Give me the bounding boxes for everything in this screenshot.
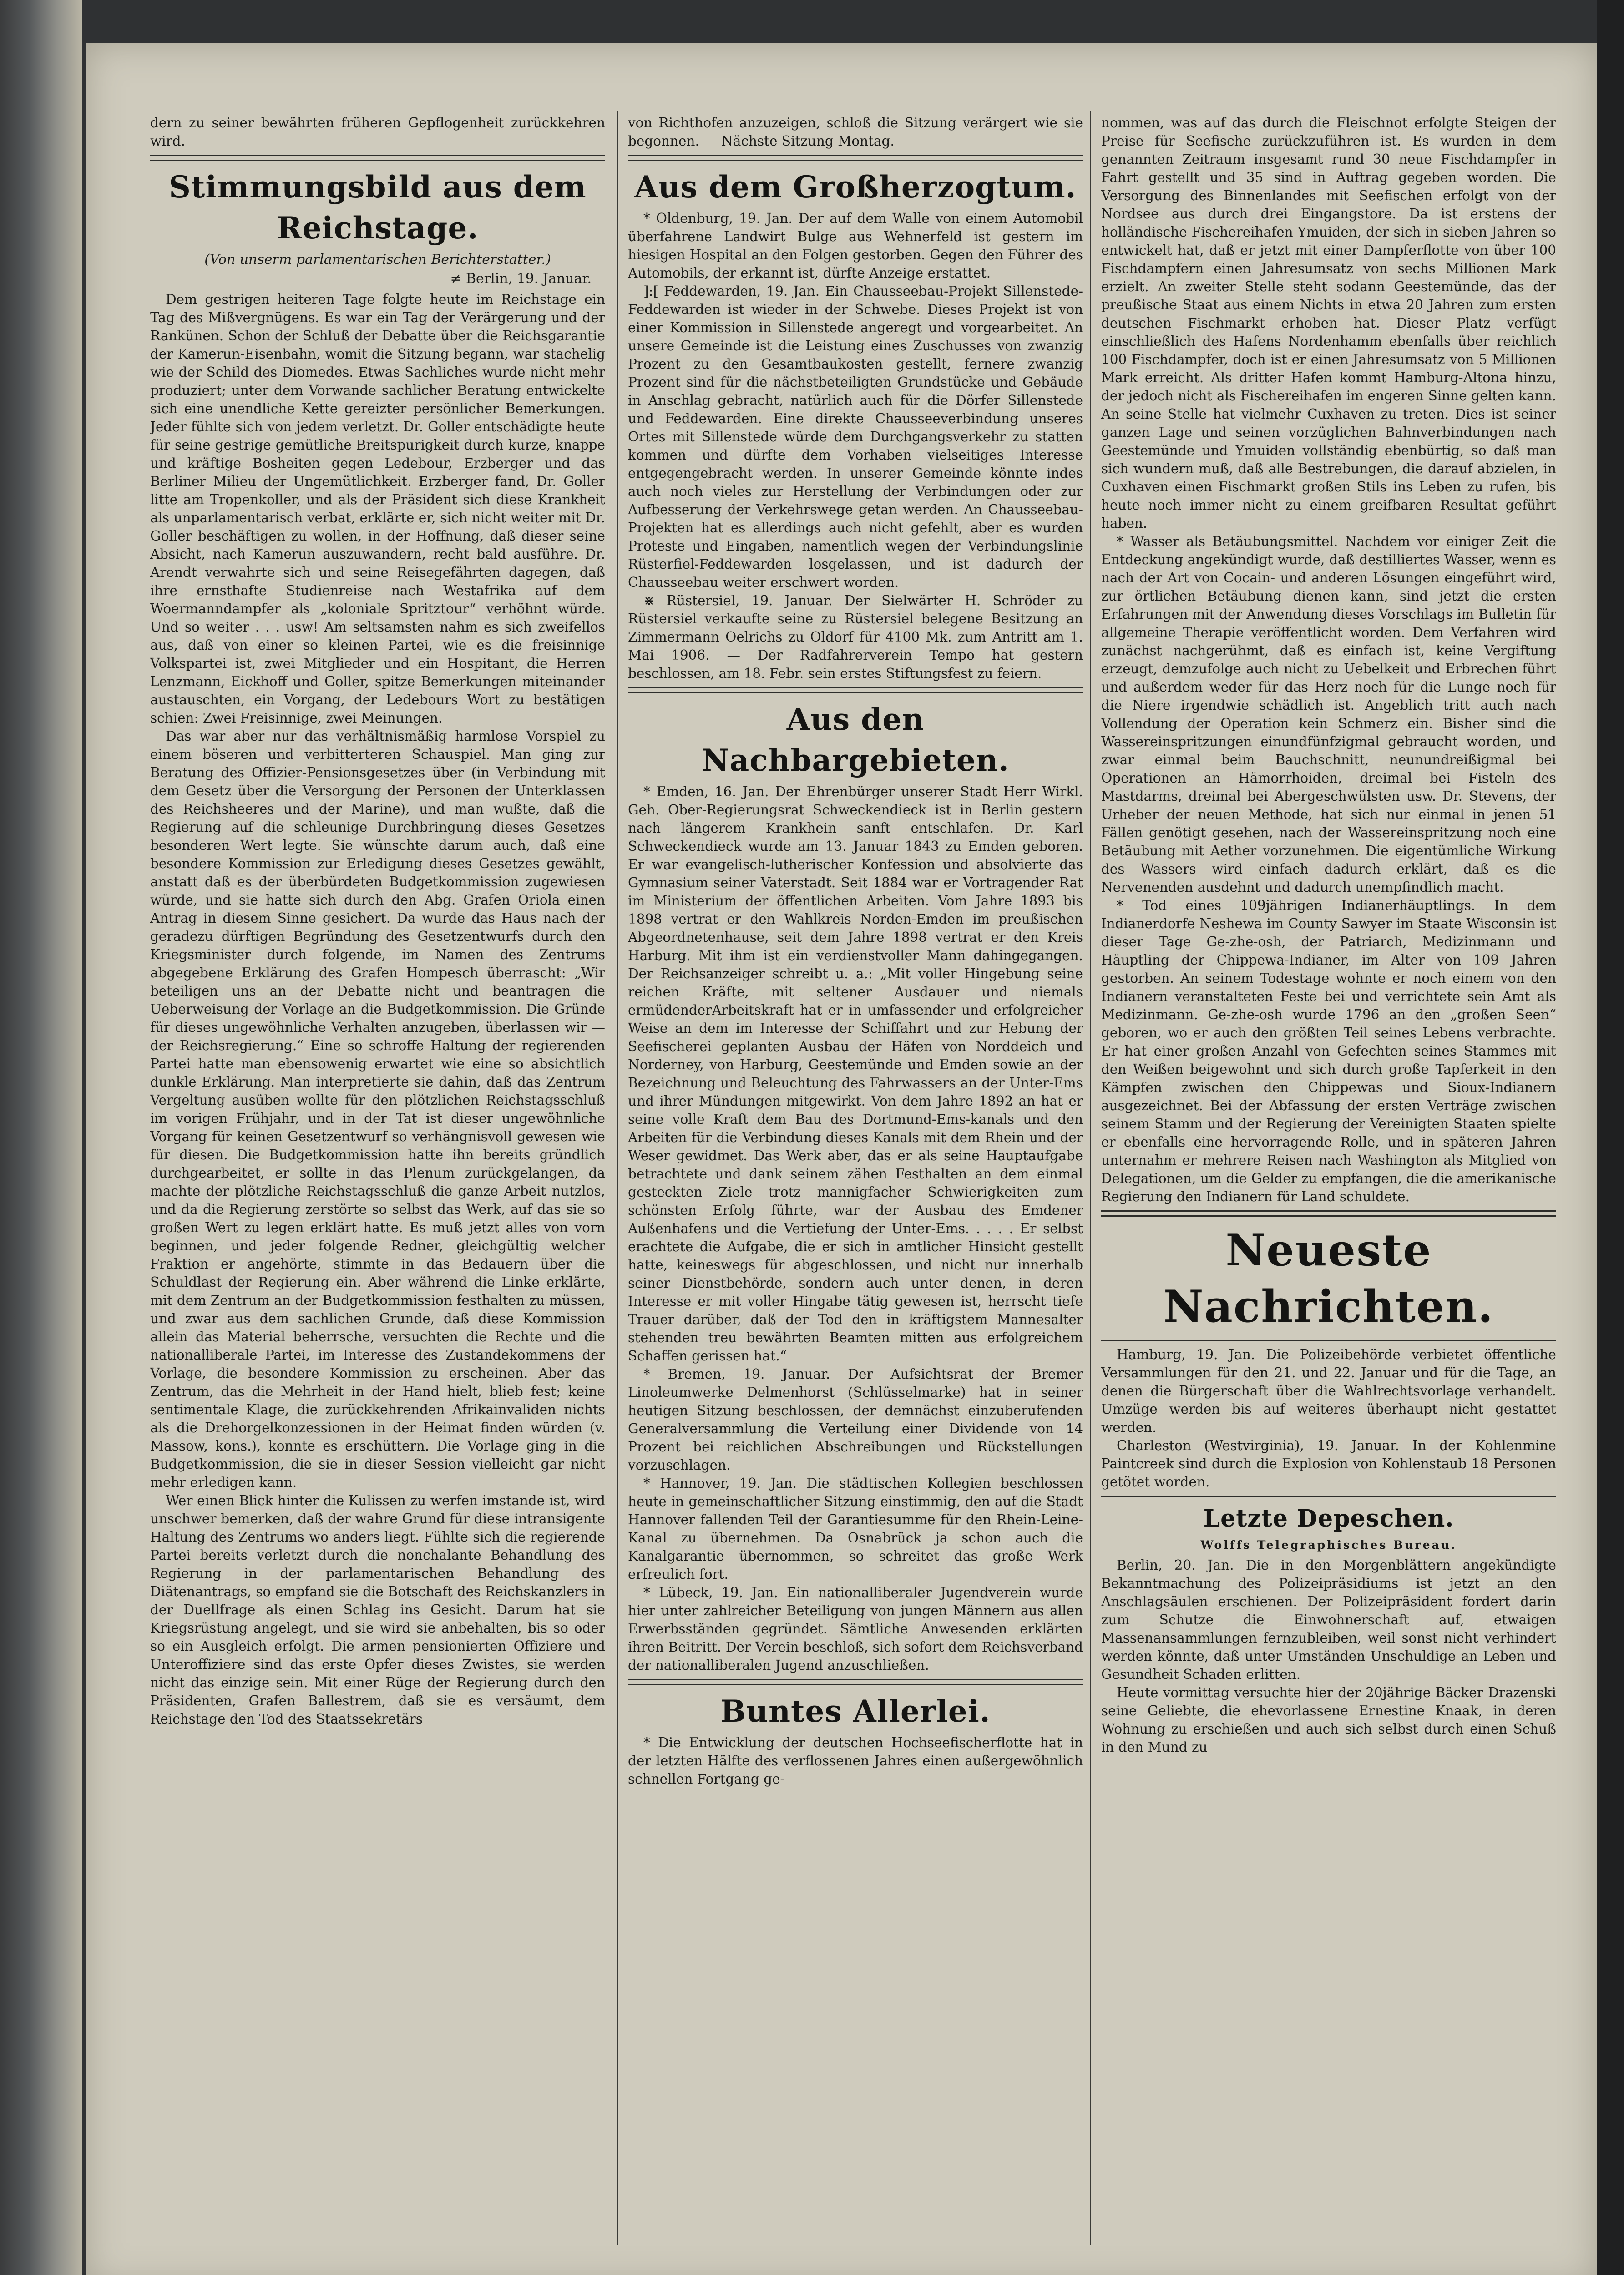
news-item-luebeck: * Lübeck, 19. Jan. Ein nationalliberaler Jugendverein wurde hier unter zahlreicher Beteiligung von jungen Männern aus allen Erwerbsständen gegründet. Sämtliche Anwesenden erklärten ihren Beitritt. Der Verein beschloß, sich sofort dem Reichsverband der nationalliberalen Jugend anzuschließen. <box>628 1585 1083 1673</box>
news-item-hannover: * Hannover, 19. Jan. Die städtischen Kollegien beschlossen heute in gemeinschaftlicher Sitzung einstimmig, den auf die Stadt Hannover fallenden Teil der Garantiesumme für den Rhein-Leine-Kanal zu übernehmen. Da Osnabrück ja schon auch die Kanalgarantie übernommen, so schreitet das große Werk erfreulich fort. <box>628 1476 1083 1582</box>
news-item-drazenski: Heute vormittag versuchte hier der 20jährige Bäcker Drazenski seine Geliebte, die ehevorlassene Ernestine Knaak, in deren Wohnung zu erschießen und auch sich selbst durch einen Schuß in den Mund zu <box>1101 1685 1556 1755</box>
section-rule <box>1101 1496 1556 1497</box>
section-heading-grossherzogtum: Aus dem Großherzogtum. <box>634 169 1077 205</box>
article-paragraph: Dem gestrigen heiteren Tage folgte heute im Reichstage ein Tag des Mißvergnügens. Es war ein Tag der Verärgerung und der Rankünen. Schon der Schluß der Debatte über die Reichsgarantie der Kamerun-Eisenbahn, womit die Sitzung begann, war stachelig wie der Schild des Diomedes. Etwas Sachliches wurde nicht mehr produziert; unter dem Vorwande sachlicher Beratung entwickelte sich eine unendliche Kette gereizter persönlicher Bemerkungen. Jeder fühlte sich von jedem verletzt. Dr. Goller entschädigte heute für seine gestrige gemütliche Breitspurigkeit durch kurze, knappe und kräftige Bosheiten gegen Ledebour, Erzberger und das Berliner Milieu der Ungemütlichkeit. Erzberger fand, Dr. Goller litte am Tropenkoller, und als der Präsident sich diese Krankheit als unparlamentarisch verbat, erklärte er, sich nicht weiter mit Dr. Goller beschäftigen zu wollen, in der Hoffnung, daß dieser seine Absicht, nach Kamerun auszuwandern, recht bald ausführe. Dr. Arendt verwahrte sich und seine Reisegefährten dagegen, daß ihre ernsthafte Studienreise nach Westafrika auf dem Woermanndampfer als „koloniale Spritztour“ verhöhnt würde. Und so weiter . . . usw! Am seltsamsten nahm es sich zweifellos aus, daß von einer so kleinen Partei, wie es die freisinnige Volkspartei ist, zwei Mitglieder und ein Hospitant, die Herren Lenzmann, Eickhoff und Goller, spitze Bemerkungen miteinander austauschten, ein Vorgang, der Ledebours Wort zu bestätigen schien: Zwei Freisinnige, zwei Meinungen. <box>150 292 605 726</box>
news-item-oldenburg: * Oldenburg, 19. Jan. Der auf dem Walle von einem Automobil überfahrene Landwirt Bulge aus Wehnerfeld ist gestern im hiesigen Hospital an den Folgen gestorben. Gegen den Führer des Automobils, der erkannt ist, dürfte Anzeige erstattet. <box>628 211 1083 281</box>
news-item-hochsee: * Die Entwicklung der deutschen Hochseefischerflotte hat in der letzten Hälfte des verflossenen Jahres einen außergewöhnlich schnellen Fortgang ge- <box>628 1735 1083 1787</box>
news-item-ruestersiel: ⋇ Rüstersiel, 19. Januar. Der Sielwärter H. Schröder zu Rüstersiel verkaufte seine zu Rüstersiel belegene Besitzung an Zimmermann Oelrichs zu Oldorf für 4100 Mk. zum Antritt am 1. Mai 1906. — Der Radfahrerverein Tempo hat gestern beschlossen, am 18. Febr. sein erstes Stiftungsfest zu feiern. <box>628 593 1083 681</box>
dateline: ≠ Berlin, 19. Januar. <box>450 271 592 287</box>
news-item-bremen: * Bremen, 19. Januar. Der Aufsichtsrat der Bremer Linoleumwerke Delmenhorst (Schlüsselmarke) hat in seiner heutigen Sitzung beschlossen, der demnächst einzuberufenden Generalversammlung die Verteilung einer Dividende von 14 Prozent bei reichlichen Abschreibungen und Rückstellungen vorzuschlagen. <box>628 1366 1083 1473</box>
section-heading-depeschen: Letzte Depeschen. <box>1203 1505 1454 1532</box>
section-heading-nachbargebieten: Aus den Nachbargebieten. <box>702 702 1009 778</box>
section-heading-buntes: Buntes Allerlei. <box>720 1694 991 1729</box>
book-binding-gutter <box>0 0 82 2275</box>
page-edge-shadow <box>1597 0 1624 2275</box>
section-rule <box>1101 1340 1556 1341</box>
section-rule <box>1101 1210 1556 1217</box>
news-item-hamburg: Hamburg, 19. Jan. Die Polizeibehörde verbietet öffentliche Versammlungen für den 21. und 22. Januar und für die Tage, an denen die Bürgerschaft über die Wahlrechtsvorlage verhandelt. Umzüge werden bis auf weiteres überhaupt nicht gestattet werden. <box>1101 1347 1556 1435</box>
column-rule <box>617 111 618 2245</box>
news-item-feddewarden: ]:[ Feddewarden, 19. Jan. Ein Chausseebau-Projekt Sillenstede-Feddewarden ist wieder in der Schwebe. Dieses Projekt ist von einer Kommission in Sillenstede angeregt und vorgearbeitet. An unsere Gemeinde ist die Leistung eines Zuschusses von zwanzig Prozent zu den Gesamtbaukosten gestellt, fernere zwanzig Prozent sind für die nächstbeteiligten Grundstücke und Gebäude in Anschlag gebracht, natürlich auch für die Dörfer Sillenstede und Feddewarden. Eine direkte Chausseeverbindung unseres Ortes mit Sillenstede würde dem Durchgangsverkehr zu statten kommen und dürfte dem Vorhaben vielseitiges Interesse entgegengebracht werden. In unserer Gemeinde könnte indes auch noch vieles zur Herstellung der Verbindungen oder zur Aufbesserung der Verkehrswege getan werden. An Chausseebau-Projekten hat es allerdings auch nicht gefehlt, aber es wurden Proteste und Eingaben, namentlich wegen der Verbindungslinie Rüsterfiel-Feddewarden losgelassen, und ist dadurch der Chausseebau weiter erschwert worden. <box>628 283 1083 590</box>
news-item-wasser: * Wasser als Betäubungsmittel. Nachdem vor einiger Zeit die Entdeckung angekündigt wurde, daß destilliertes Wasser, wenn es nach der Art von Cocain- und anderen Lösungen eingeführt wird, zur örtlichen Betäubung dienen kann, sind jetzt die ersten Erfahrungen mit der Anwendung dieses Vorschlags im Bulletin für allgemeine Therapie veröffentlicht worden. Dem Verfahren wird zunächst nachgerühmt, daß es einfach ist, keine Vergiftung erzeugt, demzufolge auch nicht zu Uebelkeit und Erbrechen führt und außerdem weder für das Herz noch für die Lunge noch für die Niere irgendwie schädlich ist. Angeblich tritt auch nach Vollendung der Operation kein Schmerz ein. Bisher sind die Wassereinspritzungen einundfünfzigmal gebraucht worden, und zwar einmal beim Bauchschnitt, neunundreißigmal bei Operationen an Hämorrhoiden, dreimal bei Fisteln des Mastdarms, dreimal bei Abergeschwülsten usw. Dr. Stevens, der Urheber der neuen Methode, hat sich nur einmal in jenen 51 Fällen genötigt gesehen, nach der Wassereinspritzung noch eine Betäubung mit Aether vorzunehmen. Die eigentümliche Wirkung des Wassers wird einfach dadurch erklärt, daß es die Nervenenden ausdehnt und dadurch unempfindlich macht. <box>1101 534 1556 895</box>
column-3 <box>1101 114 1556 2252</box>
byline: (Von unserm parlamentarischen Berichterstatter.) <box>204 252 551 268</box>
section-rule <box>150 155 605 161</box>
wire-service-label: Wolffs Telegraphisches Bureau. <box>1200 1538 1457 1552</box>
news-item-charleston: Charleston (Westvirginia), 19. Januar. In der Kohlenmine Paintcreek sind durch die Explosion von Kohlenstaub 18 Personen getötet worden. <box>1101 1438 1556 1490</box>
news-item-emden: * Emden, 16. Jan. Der Ehrenbürger unserer Stadt Herr Wirkl. Geh. Ober-Regierungsrat Schweckendieck ist in Berlin gestern nach längerem Krankhein sanft entschlafen. Dr. Karl Schweckendieck wurde am 13. Januar 1843 zu Emden geboren. Er war evangelisch-lutherischer Konfession und absolvierte das Gymnasium seiner Vaterstadt. Seit 1884 war er Vortragender Rat im Ministerium der öffentlichen Arbeiten. Vom Jahre 1893 bis 1898 vertrat er den Wahlkreis Norden-Emden im preußischen Abgeordnetenhause, seit dem Jahre 1898 vertrat er den Kreis Harburg. Mit ihm ist ein verdienstvoller Mann dahingegangen. Der Reichsanzeiger schreibt u. a.: „Mit voller Hingebung seine reichen Kräfte, mit seltener Ausdauer und niemals ermüdenderArbeitskraft hat er in umfassender und erfolgreicher Weise an dem im Interesse der Schiffahrt und zur Hebung der Seefischerei geplanten Ausbau der Häfen von Norddeich und Norderney, von Harburg, Geestemünde und Emden sowie an der Bezeichnung und Beleuchtung des Fahrwassers an der Unter-Ems und ihrer Mündungen mitgewirkt. Von dem Jahre 1892 an hat er seine volle Kraft dem Bau des Dortmund-Ems-kanals und den Arbeiten für die Verbindung dieses Kanals mit dem Rhein und der Weser gewidmet. Das Werk aber, das er als seine Hauptaufgabe betrachtete und dank seinem zähen Festhalten an dem einmal gesteckten Ziele trotz mannigfacher Schwierigkeiten zum schönsten Erfolg führte, war der Ausbau des Emdener Außenhafens und die Vertiefung der Unter-Ems. . . . . Er selbst erachtete die Aufgabe, die er sich in amtlicher Hinsicht gestellt hatte, keineswegs für abgeschlossen, und nicht nur innerhalb seiner Dienstbehörde, sondern auch unter denen, in deren Interesse er mit voller Hingabe tätig gewesen ist, herrscht tiefe Trauer darüber, daß der Tod den in kräftigstem Mannesalter stehenden treu bewährten Beamten mitten aus erfolgreichem Schaffen gerissen hat.“ <box>628 784 1083 1364</box>
news-item-indianer: * Tod eines 109jährigen Indianerhäuptlings. In dem Indianerdorfe Neshewa im County Sawyer im Staate Wisconsin ist dieser Tage Ge-zhe-osh, der Patriarch, Medizinmann und Häuptling der Chippewa-Indianer, im Alter von 109 Jahren gestorben. An seinem Todestage wohnte er noch einem von den Indianern veranstalteten Feste bei und verrichtete sein Amt als Medizinmann. Ge-zhe-osh wurde 1796 an den „großen Seen“ geboren, wo er auch den größten Teil seines Lebens verbrachte. Er hat einer großen Anzahl von Gefechten seines Stammes mit den Weißen beigewohnt und sich durch große Tapferkeit in den Kämpfen zwischen den Chippewas und Sioux-Indianern ausgezeichnet. Bei der Abfassung der ersten Verträge zwischen seinem Stamm und der Regierung der Vereinigten Staaten spielte er ebenfalls eine hervorragende Rolle, und in späteren Jahren unternahm er mehrere Reisen nach Washington als Mitglied von Delegationen, um die Gelder zu empfangen, die die amerikanische Regierung den Indianern für Land schuldete. <box>1101 898 1556 1204</box>
section-heading-neueste: Neueste Nachrichten. <box>1163 1224 1494 1332</box>
article-continuation: dern zu seiner bewährten früheren Gepflogenheit zurückkehren wird. <box>150 115 605 149</box>
section-rule <box>628 687 1083 693</box>
article-paragraph: Das war aber nur das verhältnismäßig harmlose Vorspiel zu einem böseren und verbitterteren Schauspiel. Man ging zur Beratung des Offizier-Pensionsgesetzes über (in Verbindung mit dem Gesetz über die Versorgung der Personen der Unterklassen des Reichsheeres und der Marine), und man wußte, daß die Regierung auf die schleunige Durchbringung dieses Gesetzes besonderen Wert legte. Sie wünschte darum auch, daß eine besondere Kommission zur Erledigung dieses Gesetzes gewählt, anstatt daß es der überbürdeten Budgetkommission zugewiesen würde, und sie hatte sich durch den Abg. Grafen Oriola einen Antrag in diesem Sinne gesichert. Da wurde das Haus nach der geradezu dürftigen Begründung des Gesetzentwurfs durch den Kriegsminister durch folgende, im Namen des Zentrums abgegebene Erklärung des Grafen Hompesch überrascht: „Wir beteiligen uns an der Debatte nicht und beantragen die Ueberweisung der Vorlage an die Budgetkommission. Die Gründe für dieses ungewöhnliche Verhalten anzugeben, überlassen wir — der Reichsregierung.“ Eine so schroffe Haltung der regierenden Partei hatte man ebensowenig erwartet wie eine so absichtlich dunkle Erklärung. Man interpretierte sie dahin, daß das Zentrum Vergeltung ausüben wollte für den plötzlichen Reichstagsschluß im vorigen Frühjahr, und in der Tat ist dieser ungewöhnliche Vorgang für keinen Gesetzentwurf so verhängnisvoll gewesen wie für diesen. Die Budgetkommission hatte ihn bereits gründlich durchgearbeitet, er sollte in das Plenum zurückgelangen, da machte der plötzliche Reichstagsschluß die ganze Arbeit nutzlos, und da die Regierung zerstörte so selbst das Werk, auf das sie so großen Wert zu legen erklärt hatte. Es muß jetzt alles von vorn beginnen, und jeder folgende Redner, gleichgültig welcher Fraktion er angehörte, stimmte in das Bedauern über die Schuldlast der Regierung ein. Aber während die Linke erklärte, mit dem Zentrum an der Budgetkommission festhalten zu müssen, und zwar aus dem sachlichen Grunde, daß diese Kommission allein das Material beherrsche, versuchten die Rechte und die nationalliberale Partei, im Interesse des Zustandekommens der Vorlage, die besondere Kommission zu erscheinen. Aber das Zentrum, das die Mehrheit in der Hand hielt, blieb fest; keine sentimentale Klage, die zurückkehrenden Afrikainvaliden nichts als die Drehorgelkonzessionen in der Heimat finden würden (v. Massow, kons.), konnte es erschüttern. Die Vorlage ging in die Budgetkommission, die sie in dieser Session vielleicht gar nicht mehr erledigen kann. <box>150 728 605 1490</box>
news-item-berlin: Berlin, 20. Jan. Die in den Morgenblättern angekündigte Bekanntmachung des Polizeipräsidiums ist jetzt an den Anschlagsäulen erschienen. Der Polizeipräsident fordert darin zum Schutze die Einwohnerschaft auf, etwaigen Massenansammlungen fernzubleiben, weil sonst nicht verhindert werden könnte, daß unter Umständen Unschuldige an Leben und Gesundheit Schaden erlitten. <box>1101 1557 1556 1682</box>
article-continuation: von Richthofen anzuzeigen, schloß die Sitzung verärgert wie sie begonnen. — Nächste Sitzung Montag. <box>628 115 1083 149</box>
newspaper-page <box>86 43 1597 2275</box>
section-heading-reichstag: Stimmungsbild aus dem Reichstage. <box>169 169 587 246</box>
column-1 <box>150 114 605 2252</box>
article-continuation: nommen, was auf das durch die Fleischnot erfolgte Steigen der Preise für Seefische zurückzuführen ist. Es wurden in dem genannten Zeitraum insgesamt rund 30 neue Fischdampfer in Fahrt gestellt und 35 sind in Auftrag gegeben worden. Die Versorgung des Binnenlandes mit Seefischen erfolgt von der Nordsee aus durch drei Eingangstore. Da ist erstens der holländische Fischereihafen Ymuiden, der sich in sieben Jahren so entwickelt hat, daß er jetzt mit einer Dampferflotte von über 100 Fischdampfern einen Jahresumsatz von sechs Millionen Mark erzielt. An zweiter Stelle steht sodann Geestemünde, das der preußische Staat aus einem Nichts in etwa 20 Jahren zum ersten deutschen Fischmarkt erhoben hat. Dieser Platz verfügt einschließlich des Hafens Nordenhamm ebenfalls über reichlich 100 Fischdampfer, doch ist er einen Jahresumsatz von 5 Millionen Mark erreicht. Als dritter Hafen kommt Hamburg-Altona hinzu, der jedoch nicht als Fischereihafen im engeren Sinne gelten kann. An seine Stelle hat vielmehr Cuxhaven zu treten. Dies ist seiner ganzen Lage und seinen vorzüglichen Bahnverbindungen nach Geestemünde und Ymuiden vollständig ebenbürtig, so daß man sich wundern muß, daß alle Bestrebungen, die darauf abzielen, in Cuxhaven einen Fischmarkt großen Stils ins Leben zu rufen, bis heute noch immer nicht zu einem greifbaren Resultat geführt haben. <box>1101 115 1556 531</box>
article-paragraph: Wer einen Blick hinter die Kulissen zu werfen imstande ist, wird unschwer bemerken, daß der wahre Grund für diese intransigente Haltung des Zentrums wo anders liegt. Fühlte sich die regierende Partei bereits verletzt durch die nonchalante Behandlung des Regierung in der parlamentarischen Behandlung des Diätenantrags, so empfand sie die Botschaft des Reichskanzlers in der Duellfrage als einen Schlag ins Gesicht. Darum hat sie Kriegsrüstung angelegt, und sie wird sie anbehalten, bis so oder so ein Ausgleich erfolgt. Die armen pensionierten Offiziere und Unteroffiziere sind das erste Opfer dieses Zwistes, sie werden nicht das einzige sein. Mit einer Rüge der Regierung durch den Präsidenten, Grafen Ballestrem, daß sie es versäumt, dem Reichstage den Tod des Staatssekretärs <box>150 1493 605 1727</box>
column-rule <box>1090 111 1091 2245</box>
section-rule <box>628 1679 1083 1685</box>
section-rule <box>628 155 1083 161</box>
column-2 <box>628 114 1083 2252</box>
